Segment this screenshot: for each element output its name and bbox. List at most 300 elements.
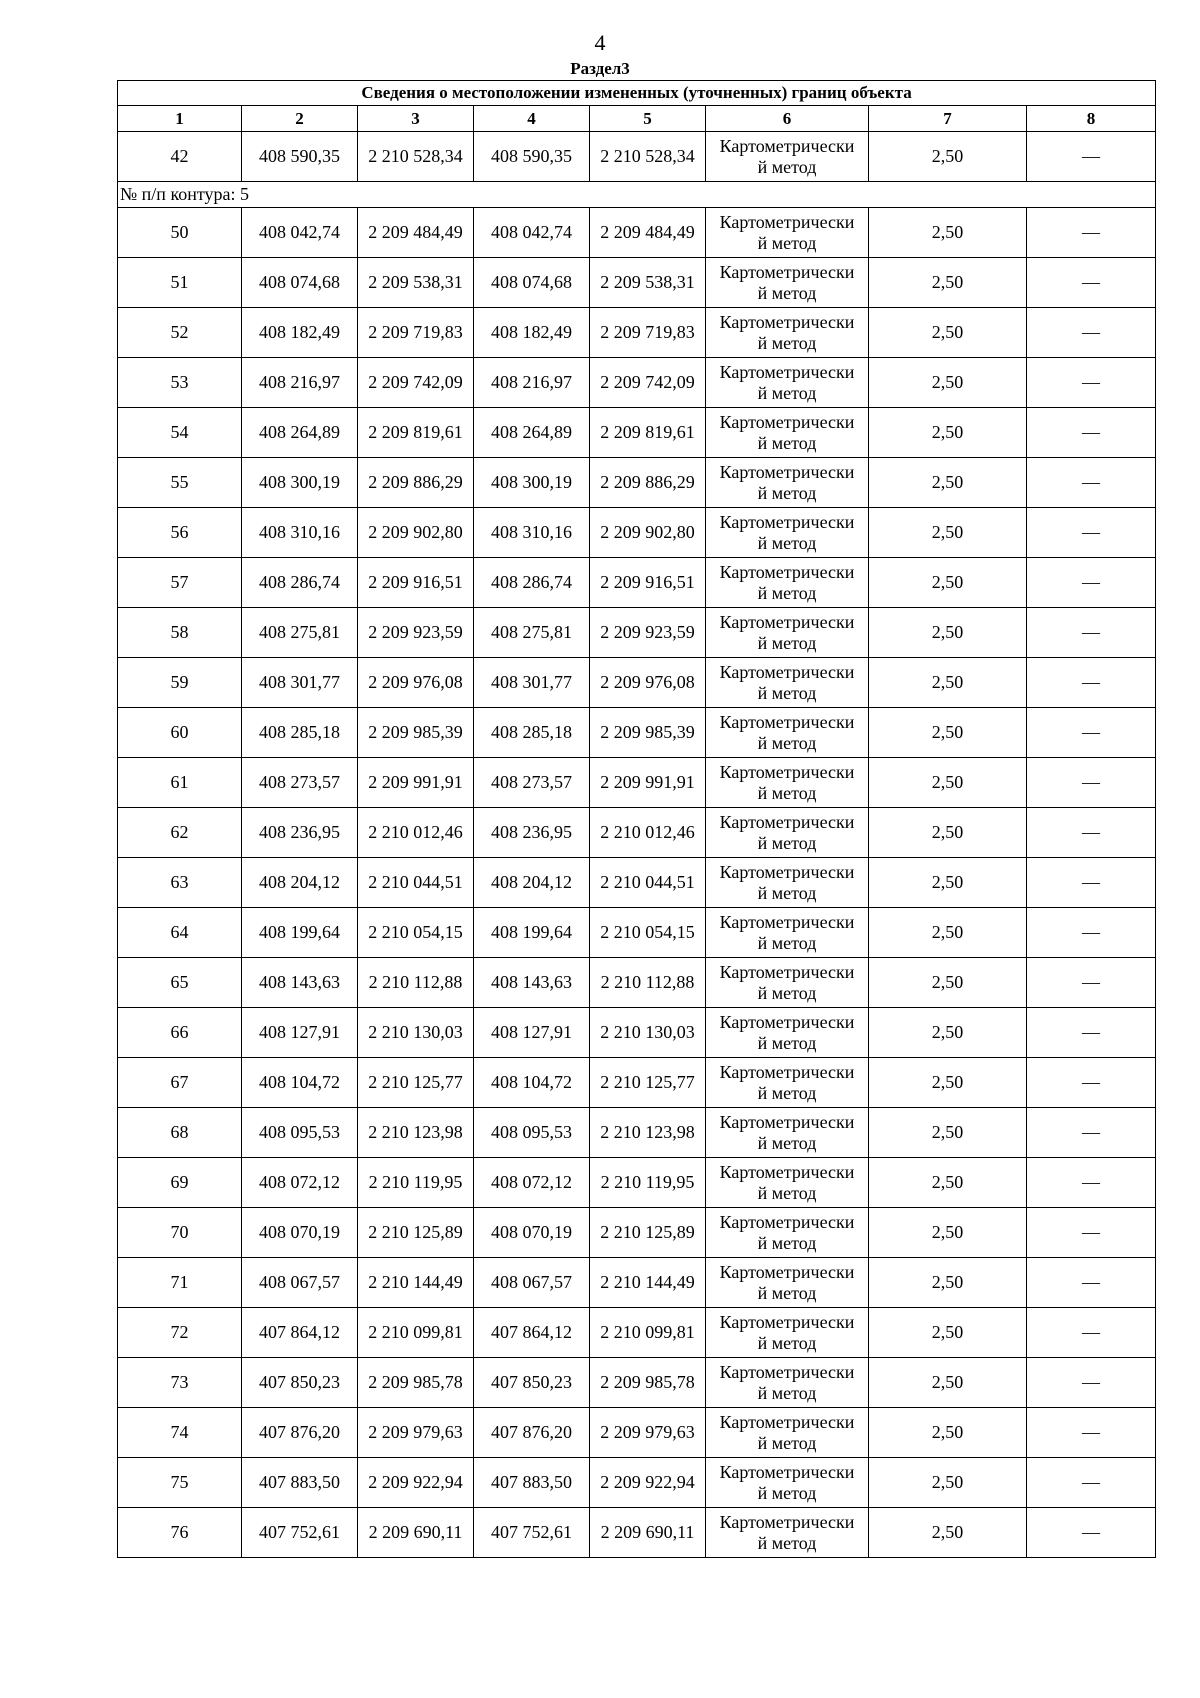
refined-x: 408 275,81 (474, 608, 590, 658)
existing-x: 408 143,63 (242, 958, 358, 1008)
existing-x: 408 216,97 (242, 358, 358, 408)
method-line-1: Картометрически (719, 1311, 855, 1332)
method-cell (706, 458, 869, 508)
point-number: 63 (118, 858, 242, 908)
refined-x: 407 883,50 (474, 1458, 590, 1508)
method-cell (706, 408, 869, 458)
refined-x: 408 042,74 (474, 208, 590, 258)
existing-x: 408 285,18 (242, 708, 358, 758)
empty-mark: — (1027, 1208, 1156, 1258)
refined-y: 2 210 099,81 (590, 1308, 706, 1358)
point-number: 60 (118, 708, 242, 758)
existing-y: 2 209 991,91 (358, 758, 474, 808)
refined-y: 2 210 123,98 (590, 1108, 706, 1158)
existing-x: 408 042,74 (242, 208, 358, 258)
existing-y: 2 210 119,95 (358, 1158, 474, 1208)
refined-y: 2 209 886,29 (590, 458, 706, 508)
refined-x: 408 199,64 (474, 908, 590, 958)
method-line-1: Картометрически (719, 1011, 855, 1032)
existing-x: 407 850,23 (242, 1358, 358, 1408)
method-cell (706, 132, 869, 182)
refined-x: 408 182,49 (474, 308, 590, 358)
method-line-2: й метод (757, 532, 817, 553)
accuracy: 2,50 (869, 1158, 1027, 1208)
refined-y: 2 209 916,51 (590, 558, 706, 608)
method-cell (706, 658, 869, 708)
existing-y: 2 210 012,46 (358, 808, 474, 858)
method-line-2: й метод (757, 1482, 817, 1503)
accuracy: 2,50 (869, 808, 1027, 858)
accuracy: 2,50 (869, 608, 1027, 658)
method-line-2: й метод (757, 582, 817, 603)
point-number: 72 (118, 1308, 242, 1358)
empty-mark: — (1027, 958, 1156, 1008)
method-line-2: й метод (757, 782, 817, 803)
point-number: 51 (118, 258, 242, 308)
method-line-1: Картометрически (719, 1261, 855, 1282)
method-line-1: Картометрически (719, 261, 855, 282)
point-number: 75 (118, 1458, 242, 1508)
existing-y: 2 209 886,29 (358, 458, 474, 508)
refined-x: 408 286,74 (474, 558, 590, 608)
method-line-2: й метод (757, 932, 817, 953)
existing-x: 408 273,57 (242, 758, 358, 808)
refined-y: 2 209 690,11 (590, 1508, 706, 1558)
point-number: 56 (118, 508, 242, 558)
table-row (118, 358, 1156, 408)
method-cell (706, 358, 869, 408)
existing-x: 408 072,12 (242, 1158, 358, 1208)
point-number: 66 (118, 1008, 242, 1058)
accuracy: 2,50 (869, 1108, 1027, 1158)
method-line-1: Картометрически (719, 661, 855, 682)
point-number: 74 (118, 1408, 242, 1458)
empty-mark: — (1027, 1358, 1156, 1408)
refined-x: 408 067,57 (474, 1258, 590, 1308)
section-title: Раздел3 (570, 59, 630, 78)
point-number: 73 (118, 1358, 242, 1408)
refined-y: 2 210 119,95 (590, 1158, 706, 1208)
column-numbers-row (118, 106, 1156, 132)
existing-x: 408 104,72 (242, 1058, 358, 1108)
method-cell (706, 208, 869, 258)
table-row (118, 808, 1156, 858)
method-line-1: Картометрически (719, 411, 855, 432)
point-number: 71 (118, 1258, 242, 1308)
accuracy: 2,50 (869, 1458, 1027, 1508)
refined-y: 2 209 902,80 (590, 508, 706, 558)
column-number: 2 (242, 106, 358, 132)
empty-mark: — (1027, 208, 1156, 258)
point-number: 42 (118, 132, 242, 182)
existing-x: 408 127,91 (242, 1008, 358, 1058)
method-line-2: й метод (757, 882, 817, 903)
existing-x: 408 070,19 (242, 1208, 358, 1258)
table-row (118, 1258, 1156, 1308)
method-line-2: й метод (757, 482, 817, 503)
table-row (118, 458, 1156, 508)
existing-y: 2 210 054,15 (358, 908, 474, 958)
method-line-2: й метод (757, 382, 817, 403)
method-line-1: Картометрически (719, 1111, 855, 1132)
table-row (118, 308, 1156, 358)
empty-mark: — (1027, 1058, 1156, 1108)
empty-mark: — (1027, 1258, 1156, 1308)
existing-y: 2 209 923,59 (358, 608, 474, 658)
table-row (118, 132, 1156, 182)
method-cell (706, 1258, 869, 1308)
method-line-1: Картометрически (719, 961, 855, 982)
empty-mark: — (1027, 1308, 1156, 1358)
method-cell (706, 508, 869, 558)
accuracy: 2,50 (869, 958, 1027, 1008)
table-row (118, 1508, 1156, 1558)
method-line-1: Картометрически (719, 135, 855, 156)
accuracy: 2,50 (869, 1208, 1027, 1258)
method-line-2: й метод (757, 1532, 817, 1553)
existing-x: 408 199,64 (242, 908, 358, 958)
method-line-1: Картометрически (719, 861, 855, 882)
refined-x: 408 590,35 (474, 132, 590, 182)
existing-y: 2 210 528,34 (358, 132, 474, 182)
accuracy: 2,50 (869, 708, 1027, 758)
method-cell (706, 1308, 869, 1358)
method-cell (706, 1158, 869, 1208)
method-cell (706, 808, 869, 858)
refined-x: 408 072,12 (474, 1158, 590, 1208)
method-line-1: Картометрически (719, 1161, 855, 1182)
empty-mark: — (1027, 132, 1156, 182)
refined-x: 408 143,63 (474, 958, 590, 1008)
existing-y: 2 209 985,39 (358, 708, 474, 758)
existing-y: 2 209 902,80 (358, 508, 474, 558)
refined-x: 407 864,12 (474, 1308, 590, 1358)
empty-mark: — (1027, 1108, 1156, 1158)
page-number: 4 (594, 30, 606, 55)
column-number: 5 (590, 106, 706, 132)
table-row (118, 208, 1156, 258)
refined-y: 2 209 976,08 (590, 658, 706, 708)
existing-x: 408 236,95 (242, 808, 358, 858)
refined-y: 2 210 144,49 (590, 1258, 706, 1308)
existing-y: 2 210 144,49 (358, 1258, 474, 1308)
refined-x: 408 104,72 (474, 1058, 590, 1108)
table-row (118, 958, 1156, 1008)
method-line-2: й метод (757, 1332, 817, 1353)
method-line-1: Картометрически (719, 1461, 855, 1482)
existing-y: 2 209 979,63 (358, 1408, 474, 1458)
contour-label: № п/п контура: 5 (118, 182, 1156, 208)
empty-mark: — (1027, 408, 1156, 458)
table-row (118, 1058, 1156, 1108)
empty-mark: — (1027, 858, 1156, 908)
existing-y: 2 210 125,77 (358, 1058, 474, 1108)
method-cell (706, 858, 869, 908)
empty-mark: — (1027, 558, 1156, 608)
method-line-1: Картометрически (719, 1511, 855, 1532)
accuracy: 2,50 (869, 258, 1027, 308)
point-number: 58 (118, 608, 242, 658)
existing-x: 408 300,19 (242, 458, 358, 508)
refined-y: 2 209 985,78 (590, 1358, 706, 1408)
accuracy: 2,50 (869, 1008, 1027, 1058)
refined-y: 2 209 819,61 (590, 408, 706, 458)
refined-y: 2 209 991,91 (590, 758, 706, 808)
method-cell (706, 1208, 869, 1258)
existing-x: 408 074,68 (242, 258, 358, 308)
point-number: 55 (118, 458, 242, 508)
existing-y: 2 209 819,61 (358, 408, 474, 458)
existing-x: 408 264,89 (242, 408, 358, 458)
existing-x: 408 590,35 (242, 132, 358, 182)
table-row (118, 1208, 1156, 1258)
table-row (118, 508, 1156, 558)
method-line-2: й метод (757, 282, 817, 303)
point-number: 52 (118, 308, 242, 358)
empty-mark: — (1027, 1008, 1156, 1058)
method-line-2: й метод (757, 1132, 817, 1153)
column-number: 3 (358, 106, 474, 132)
existing-y: 2 210 044,51 (358, 858, 474, 908)
table-row (118, 658, 1156, 708)
point-number: 53 (118, 358, 242, 408)
method-cell (706, 1058, 869, 1108)
accuracy: 2,50 (869, 1358, 1027, 1408)
table-row (118, 1358, 1156, 1408)
boundary-coordinates-table (117, 80, 1156, 1558)
existing-y: 2 209 719,83 (358, 308, 474, 358)
method-cell (706, 608, 869, 658)
refined-y: 2 210 044,51 (590, 858, 706, 908)
method-line-2: й метод (757, 632, 817, 653)
method-cell (706, 1508, 869, 1558)
refined-x: 408 204,12 (474, 858, 590, 908)
refined-x: 408 264,89 (474, 408, 590, 458)
refined-x: 407 850,23 (474, 1358, 590, 1408)
method-cell (706, 708, 869, 758)
accuracy: 2,50 (869, 408, 1027, 458)
method-cell (706, 1458, 869, 1508)
table-row (118, 1408, 1156, 1458)
empty-mark: — (1027, 1458, 1156, 1508)
refined-y: 2 210 012,46 (590, 808, 706, 858)
table-row (118, 758, 1156, 808)
point-number: 65 (118, 958, 242, 1008)
method-line-2: й метод (757, 232, 817, 253)
accuracy: 2,50 (869, 1508, 1027, 1558)
table-row (118, 608, 1156, 658)
table-row (118, 708, 1156, 758)
empty-mark: — (1027, 758, 1156, 808)
method-line-2: й метод (757, 832, 817, 853)
column-number: 8 (1027, 106, 1156, 132)
refined-x: 408 236,95 (474, 808, 590, 858)
accuracy: 2,50 (869, 508, 1027, 558)
method-line-2: й метод (757, 156, 817, 177)
method-line-2: й метод (757, 732, 817, 753)
point-number: 62 (118, 808, 242, 858)
method-cell (706, 308, 869, 358)
existing-x: 407 864,12 (242, 1308, 358, 1358)
table-row (118, 258, 1156, 308)
method-line-1: Картометрически (719, 811, 855, 832)
refined-y: 2 210 054,15 (590, 908, 706, 958)
existing-y: 2 210 099,81 (358, 1308, 474, 1358)
accuracy: 2,50 (869, 758, 1027, 808)
method-line-2: й метод (757, 1182, 817, 1203)
existing-x: 408 182,49 (242, 308, 358, 358)
accuracy: 2,50 (869, 658, 1027, 708)
accuracy: 2,50 (869, 208, 1027, 258)
method-line-1: Картометрически (719, 311, 855, 332)
table-row (118, 1008, 1156, 1058)
method-line-2: й метод (757, 1282, 817, 1303)
method-line-1: Картометрически (719, 611, 855, 632)
method-cell (706, 1008, 869, 1058)
accuracy: 2,50 (869, 1258, 1027, 1308)
refined-y: 2 209 985,39 (590, 708, 706, 758)
table-row (118, 858, 1156, 908)
point-number: 67 (118, 1058, 242, 1108)
table-row (118, 1158, 1156, 1208)
point-number: 54 (118, 408, 242, 458)
existing-x: 407 752,61 (242, 1508, 358, 1558)
refined-x: 408 127,91 (474, 1008, 590, 1058)
method-line-2: й метод (757, 1082, 817, 1103)
method-cell (706, 758, 869, 808)
existing-y: 2 209 985,78 (358, 1358, 474, 1408)
method-cell (706, 1358, 869, 1408)
method-line-2: й метод (757, 1232, 817, 1253)
accuracy: 2,50 (869, 358, 1027, 408)
method-cell (706, 1108, 869, 1158)
table-row (118, 408, 1156, 458)
refined-y: 2 209 979,63 (590, 1408, 706, 1458)
method-line-2: й метод (757, 1032, 817, 1053)
accuracy: 2,50 (869, 1408, 1027, 1458)
point-number: 76 (118, 1508, 242, 1558)
existing-y: 2 210 123,98 (358, 1108, 474, 1158)
accuracy: 2,50 (869, 1058, 1027, 1108)
empty-mark: — (1027, 808, 1156, 858)
existing-x: 408 310,16 (242, 508, 358, 558)
refined-x: 408 095,53 (474, 1108, 590, 1158)
point-number: 69 (118, 1158, 242, 1208)
method-cell (706, 908, 869, 958)
refined-x: 408 300,19 (474, 458, 590, 508)
empty-mark: — (1027, 508, 1156, 558)
method-line-1: Картометрически (719, 911, 855, 932)
method-line-2: й метод (757, 332, 817, 353)
accuracy: 2,50 (869, 458, 1027, 508)
method-line-1: Картометрически (719, 1211, 855, 1232)
existing-x: 408 067,57 (242, 1258, 358, 1308)
refined-y: 2 210 112,88 (590, 958, 706, 1008)
refined-y: 2 209 922,94 (590, 1458, 706, 1508)
contour-row (118, 182, 1156, 208)
existing-y: 2 210 125,89 (358, 1208, 474, 1258)
empty-mark: — (1027, 1158, 1156, 1208)
refined-x: 408 301,77 (474, 658, 590, 708)
method-line-1: Картометрически (719, 511, 855, 532)
column-number: 4 (474, 106, 590, 132)
refined-y: 2 210 130,03 (590, 1008, 706, 1058)
existing-y: 2 209 916,51 (358, 558, 474, 608)
point-number: 57 (118, 558, 242, 608)
empty-mark: — (1027, 658, 1156, 708)
method-line-2: й метод (757, 1432, 817, 1453)
existing-x: 408 275,81 (242, 608, 358, 658)
method-line-2: й метод (757, 982, 817, 1003)
refined-x: 408 273,57 (474, 758, 590, 808)
empty-mark: — (1027, 908, 1156, 958)
refined-y: 2 209 742,09 (590, 358, 706, 408)
refined-x: 407 752,61 (474, 1508, 590, 1558)
method-cell (706, 1408, 869, 1458)
point-number: 61 (118, 758, 242, 808)
accuracy: 2,50 (869, 1308, 1027, 1358)
existing-y: 2 209 922,94 (358, 1458, 474, 1508)
refined-y: 2 210 125,77 (590, 1058, 706, 1108)
empty-mark: — (1027, 608, 1156, 658)
method-cell (706, 258, 869, 308)
method-line-1: Картометрически (719, 1411, 855, 1432)
existing-y: 2 209 976,08 (358, 658, 474, 708)
table-row (118, 908, 1156, 958)
empty-mark: — (1027, 708, 1156, 758)
method-line-1: Картометрически (719, 361, 855, 382)
existing-x: 408 286,74 (242, 558, 358, 608)
accuracy: 2,50 (869, 132, 1027, 182)
method-line-1: Картометрически (719, 461, 855, 482)
point-number: 64 (118, 908, 242, 958)
refined-x: 408 310,16 (474, 508, 590, 558)
existing-x: 408 095,53 (242, 1108, 358, 1158)
refined-y: 2 209 923,59 (590, 608, 706, 658)
existing-y: 2 209 742,09 (358, 358, 474, 408)
point-number: 68 (118, 1108, 242, 1158)
table-row (118, 1458, 1156, 1508)
existing-y: 2 209 690,11 (358, 1508, 474, 1558)
refined-y: 2 209 484,49 (590, 208, 706, 258)
accuracy: 2,50 (869, 308, 1027, 358)
accuracy: 2,50 (869, 558, 1027, 608)
accuracy: 2,50 (869, 858, 1027, 908)
empty-mark: — (1027, 258, 1156, 308)
table-row (118, 1308, 1156, 1358)
method-line-1: Картометрически (719, 1061, 855, 1082)
existing-x: 408 301,77 (242, 658, 358, 708)
column-number: 7 (869, 106, 1027, 132)
method-line-1: Картометрически (719, 711, 855, 732)
method-line-2: й метод (757, 432, 817, 453)
method-cell (706, 958, 869, 1008)
point-number: 70 (118, 1208, 242, 1258)
existing-y: 2 210 112,88 (358, 958, 474, 1008)
refined-y: 2 209 719,83 (590, 308, 706, 358)
table-row (118, 558, 1156, 608)
method-line-1: Картометрически (719, 561, 855, 582)
refined-x: 407 876,20 (474, 1408, 590, 1458)
existing-x: 407 876,20 (242, 1408, 358, 1458)
existing-x: 408 204,12 (242, 858, 358, 908)
column-number: 6 (706, 106, 869, 132)
method-line-2: й метод (757, 1382, 817, 1403)
refined-x: 408 070,19 (474, 1208, 590, 1258)
existing-y: 2 210 130,03 (358, 1008, 474, 1058)
table-caption-row (118, 81, 1156, 106)
method-line-1: Картометрически (719, 211, 855, 232)
